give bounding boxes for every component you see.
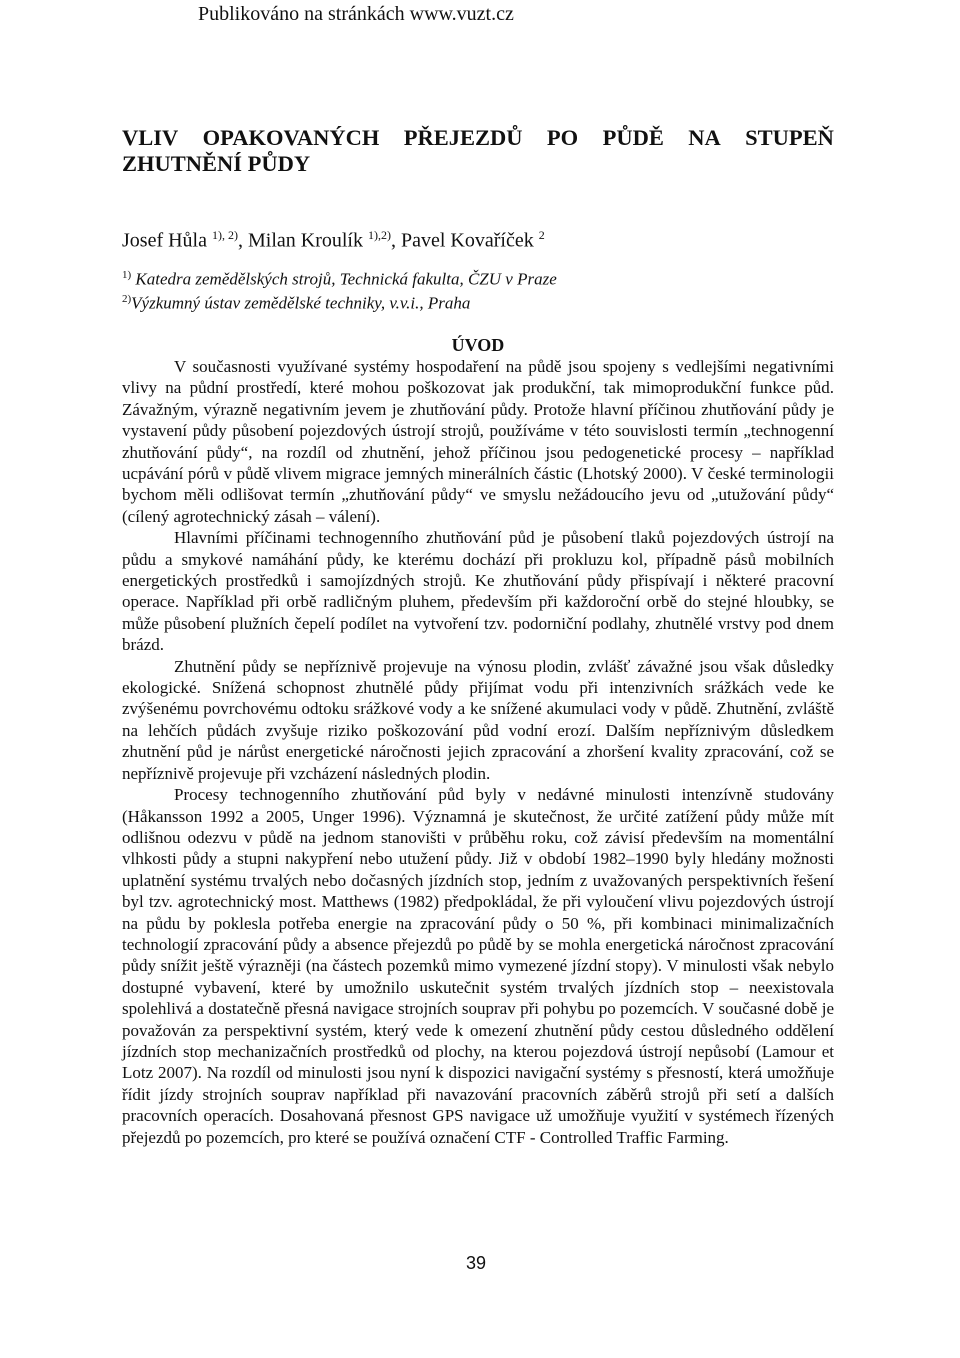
author-affiliation-mark: 1),2) <box>367 228 391 242</box>
affiliations <box>122 265 834 314</box>
title-line-2: ZHUTNĚNÍ PŮDY <box>122 151 311 176</box>
affiliation-line <box>122 289 834 314</box>
article-title <box>122 125 834 177</box>
paragraph: Zhutnění půdy se nepříznivě projevuje na výnosu plodin, zvlášť závažné jsou však důsledky ekologické. Snížená schopnost zhutnělé půdy přijímat vodu při intenzivních srážkách vede ke zvýšenému povrchovému odtoku srážkové vody a ke snížené akumulaci vody v půdě. Zhutnění, zvláště na lehčích půdách zvyšuje riziko poškozování půd vodní erozí. Dalším nepříznivým důsledkem zhutnění půd je nárůst energetické náročnosti jejich zpracování a zhoršení kvality zpracování, což se nepříznivě projevuje při vzcházení následných plodin. <box>122 656 834 783</box>
article <box>122 125 834 1148</box>
title-word: VLIV <box>122 125 179 150</box>
affiliation-mark: 2) <box>122 293 132 306</box>
publication-note: Publikováno na stránkách www.vuzt.cz <box>198 3 514 25</box>
page-number: 39 <box>466 1253 487 1273</box>
affiliation-mark: 1) <box>122 268 132 281</box>
title-word: PŘEJEZDŮ <box>403 125 523 150</box>
body-text <box>122 356 834 1148</box>
affiliation-text: Katedra zemědělských strojů, Technická fakulta, ČZU v Praze <box>135 269 557 289</box>
author-affiliation-mark: 1), 2) <box>211 228 238 242</box>
title-word: OPAKOVANÝCH <box>202 125 380 150</box>
affiliation-line <box>122 265 834 290</box>
paragraph: V současnosti využívané systémy hospodaření na půdě jsou spojeny s vedlejšími negativními vlivy na půdní prostředí, které mohou poškozovat jak produkční, tak mimoprodukční funkce půd. Závažným, výrazně negativním jevem je zhutňování půdy. Protože hlavní příčinou zhutňování půdy je vystavení půdy působení pojezdových ústrojí strojů, používáme v této souvislosti termín „technogenní zhutňování půdy“, na rozdíl od zhutnění, jehož příčinou jsou pedogenetické procesy – například ucpávání pórů v půdě vlivem migrace jemných minerálních částic (Lhotský 2000). V české terminologii bychom měli odlišovat termín „zhutňování půdy“ ve smyslu nežádoucího jevu od „utužování půdy“ (cílený agrotechnický zásah – válení). <box>122 356 834 526</box>
affiliation-text: Výzkumný ústav zemědělské techniky, v.v.i., Praha <box>131 293 471 313</box>
author-name: Milan Kroulík <box>247 229 363 252</box>
author-name: Pavel Kovaříček <box>400 229 534 252</box>
title-word: STUPEŇ <box>745 125 834 150</box>
paragraph: Procesy technogenního zhutňování půd byly v nedávné minulosti intenzívně studovány (Håkansson 1992 a 2005, Unger 1996). Významná je skutečnost, že určité zatížení půdy může mít odlišnou odezvu v půdě na jednom stanovišti v průběhu roku, což závisí především na momentální vlhkosti půdy a stupni nakypření nebo utužení půdy. Již v období 1982–1990 byly hledány možnosti uplatnění systému trvalých nebo dočasných jízdních stop, jedním z uvažovaných perspektivních řešení byl tzv. agrotechnický most. Matthews (1982) předpokládal, že při vyloučení vlivu pojezdových ústrojí na půdu by poklesla potřeba energie na zpracování půdy o 50 %, při kombinaci minimalizačních technologií zpracování půdy a absence přejezdů po půdě by se mohla energetická náročnost zpracování půdy snížit ještě výrazněji (na částech pozemků mimo vymezené jízdní stopy). V minulosti však nebylo dostupné vybavení, které by umožnilo uskutečnit systém trvalých jízdních stop – neexistovala spolehlivá a dostatečně přesná navigace strojních souprav při pohybu po pozemcích. V současné době je považován za perspektivní systém, který vede k omezení zhutnění půdy cestou důsledného oddělení jízdních stop mechanizačních prostředků od plochy, na kterou pojezdová ústrojí nepůsobí (Lamour et Lotz 2007). Na rozdíl od minulosti jsou nyní k dispozici navigační systémy s přesností, která umožňuje řídit jízdy strojních souprav například při navazování pracovních záběrů strojů při setí a dalších pracovních operacích. Dosahovaná přesnost GPS navigace už umožňuje využití v systémech řízených přejezdů po pozemcích, pro které se používá označení CTF - Controlled Traffic Farming. <box>122 785 834 1147</box>
author-list: Josef Hůla $^{1), 2)}$, Milan Kroulík $^{1),2)}$, Pavel Kovaříček $^2$ <box>122 228 545 252</box>
title-word: NA <box>688 125 721 150</box>
title-word: PŮDĚ <box>602 125 664 150</box>
author-affiliation-mark: 2 <box>538 228 545 242</box>
title-word: PO <box>546 125 579 150</box>
title-line-1 <box>122 125 834 151</box>
section-heading: ÚVOD <box>451 334 505 355</box>
author-name: Josef Hůla <box>122 229 207 252</box>
paragraph: Hlavními příčinami technogenního zhutňování půd je působení tlaků pojezdových ústrojí na půdu a smykové namáhání půdy, ke kterému dochází při prokluzu kol, případně pásů mobilních energetických prostředků i samojízdných strojů. Ke zhutňování půdy přispívají i některé pracovní operace. Například při orbě radličným pluhem, především při každoroční orbě do stejné hloubky, se může působení plužních čepelí podílet na vytvoření tzv. podorniční podlahy, zhutnělé vrstvy pod dnem brázd. <box>122 528 834 655</box>
